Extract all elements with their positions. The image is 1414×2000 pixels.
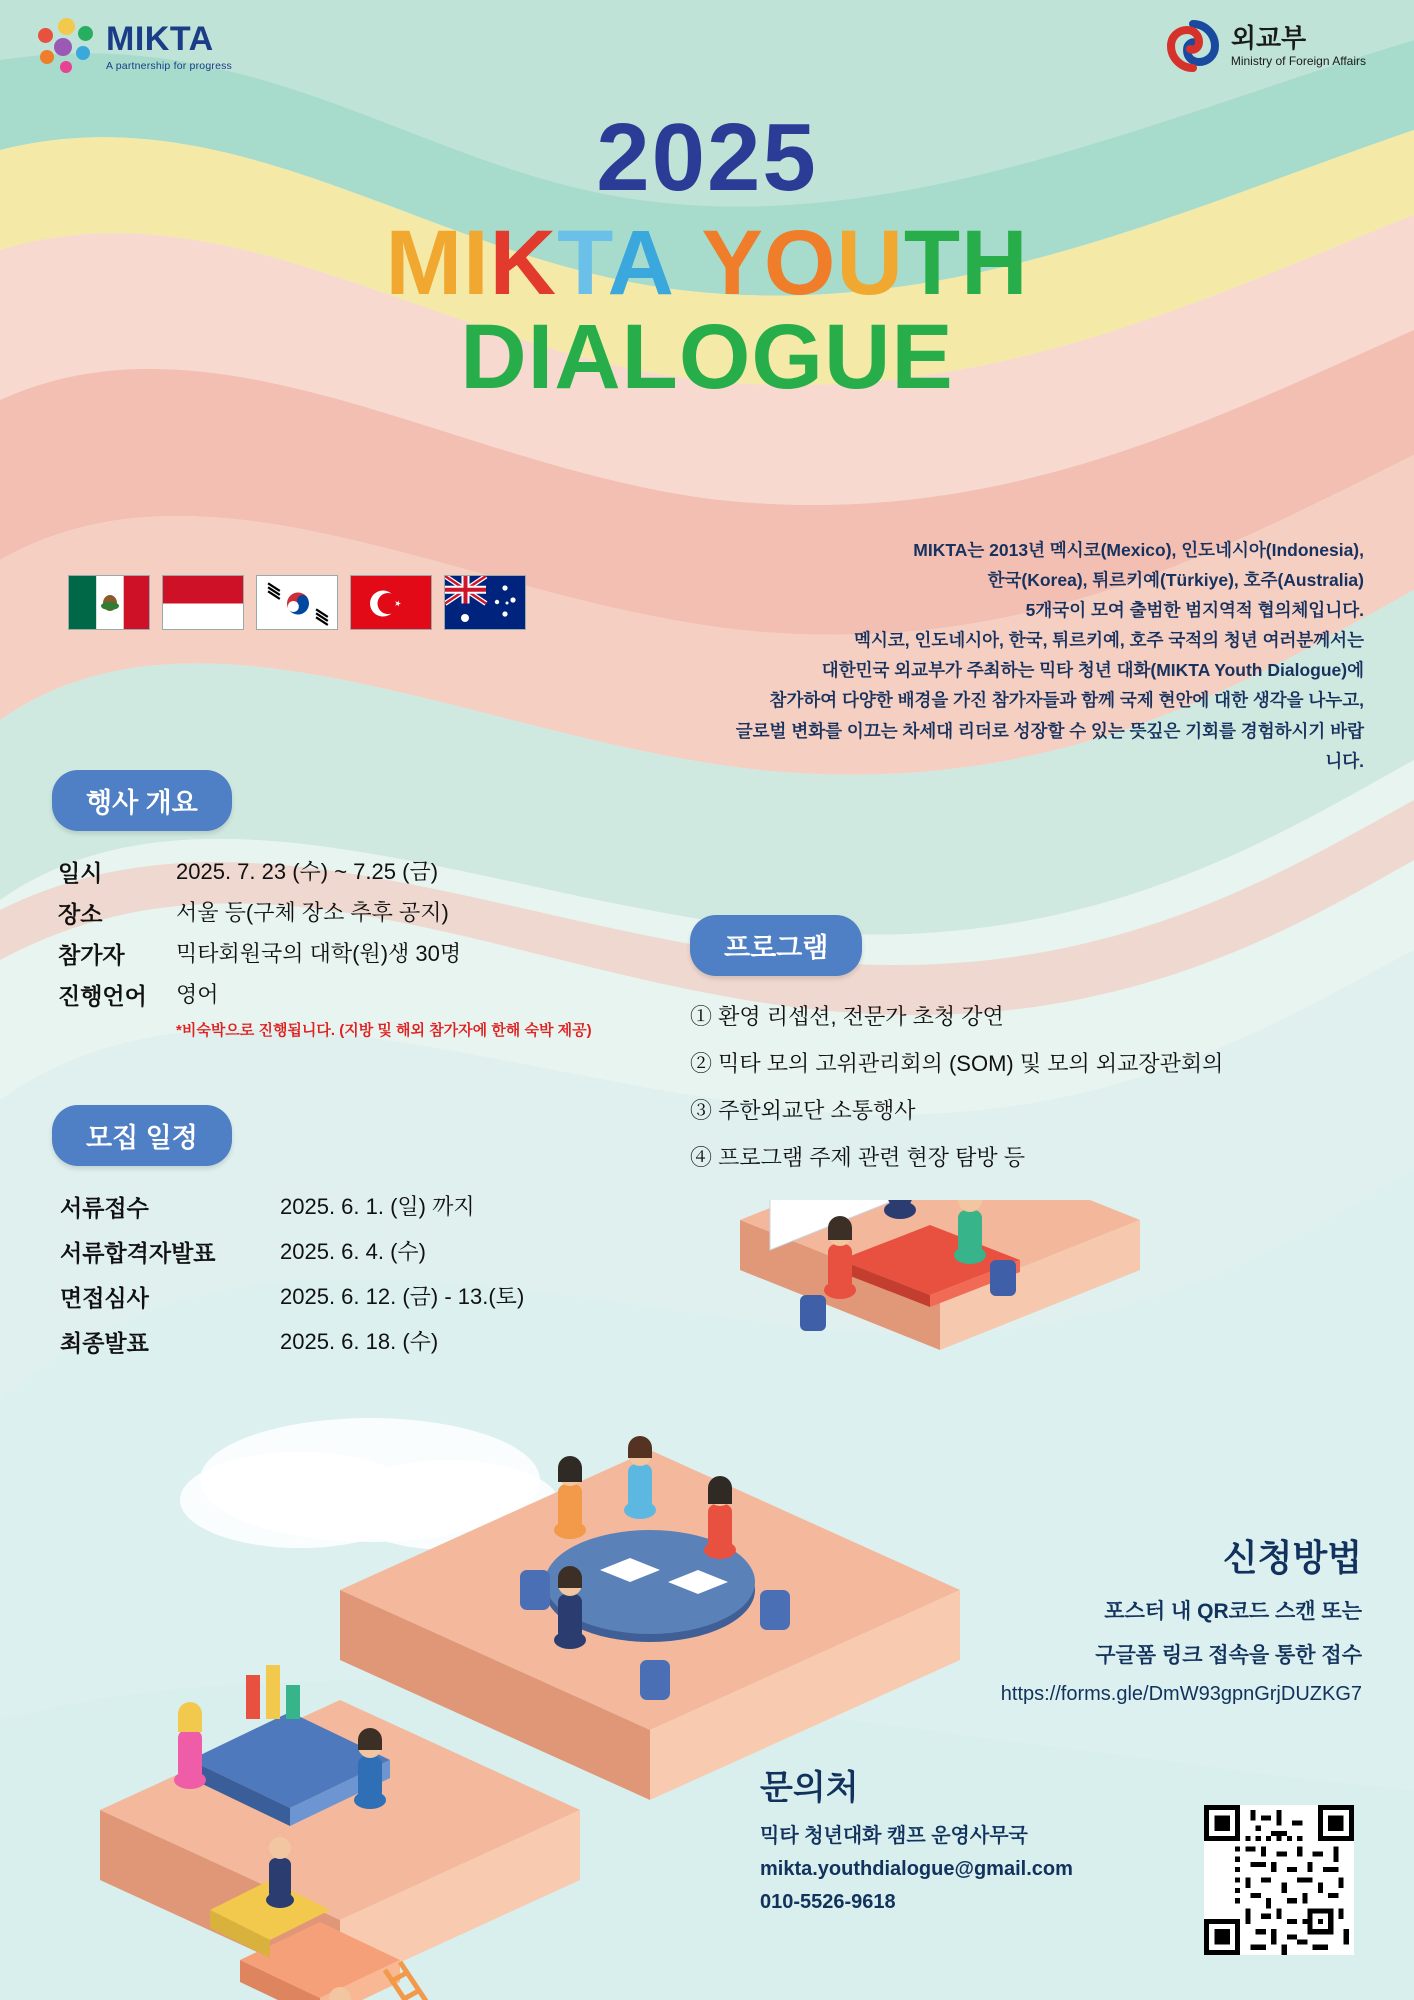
title-letter: K [489,212,558,314]
program-item: ③ 주한외교단 소통행사 [690,1098,916,1123]
overview-value: 영어 [176,982,219,1007]
mikta-dots-icon [38,18,96,76]
recruit-row [60,1235,700,1268]
intro-line: 참가하여 다양한 배경을 가진 참가자들과 함께 국제 현안에 대한 생각을 나누고, [769,690,1364,711]
member-flags [68,575,526,630]
intro-paragraph [724,535,1364,776]
overview-row [58,978,678,1011]
title-letter: T [903,212,962,314]
mikta-logo-tagline: A partnership for progress [106,60,233,72]
contact-email[interactable]: mikta.youthdialogue@gmail.com [760,1858,1073,1880]
title-year: 2025 [596,104,818,211]
recruit-key: 면접심사 [60,1285,149,1311]
mofa-logo [1167,20,1366,72]
section-pill-overview: 행사 개요 [52,770,232,831]
overview-value: 서울 등(구체 장소 추후 공지) [176,900,449,925]
apply-block [842,1530,1362,1706]
overview-value: 믹타회원국의 대학(원)생 30명 [176,941,462,966]
apply-title: 신청방법 [1222,1537,1362,1578]
flag-australia [444,575,526,630]
section-pill-recruit: 모집 일정 [52,1105,232,1166]
program-item: ② 믹타 모의 고위관리회의 (SOM) 및 모의 외교장관회의 [690,1051,1224,1076]
contact-org: 믹타 청년대화 캠프 운영사무국 [760,1825,1028,1847]
intro-line: 5개국이 모여 출범한 범지역적 협의체입니다. [1025,600,1364,621]
mikta-logo-word: MIKTA [106,20,214,58]
recruit-row [60,1280,700,1313]
section-pill-program: 프로그램 [690,915,862,976]
apply-line-2: 구글폼 링크 접속을 통한 접수 [1095,1644,1362,1667]
intro-line: 대한민국 외교부가 주최하는 믹타 청년 대화(MIKTA Youth Dialogue)에 [821,660,1364,681]
recruit-value: 2025. 6. 4. (수) [280,1239,426,1264]
recruit-value: 2025. 6. 12. (금) - 13.(토) [280,1284,525,1309]
contact-block [760,1760,1190,1914]
title-main [0,214,1414,313]
title-letter: Y [701,212,764,314]
flag-indonesia [162,575,244,630]
title-letter [675,212,702,314]
poster-title [0,104,1414,409]
recruit-value: 2025. 6. 1. (일) 까지 [280,1194,475,1219]
title-letter: I [463,212,490,314]
overview-row [58,937,678,970]
overview-key: 참가자 [58,942,125,968]
recruit-value: 2025. 6. 18. (수) [280,1329,439,1354]
recruit-key: 서류접수 [60,1195,149,1221]
title-sub: DIALOGUE [460,306,954,409]
title-letter: M [385,212,464,314]
recruit-row [60,1190,700,1223]
intro-line: MIKTA는 2013년 멕시코(Mexico), 인도네시아(Indonesia), [913,540,1364,560]
title-letter: T [557,212,608,314]
mofa-name-en: Ministry of Foreign Affairs [1230,54,1366,69]
program-item: ④ 프로그램 주제 관련 현장 탐방 등 [690,1145,1025,1170]
intro-line: 글로벌 변화를 이끄는 차세대 리더로 성장할 수 있는 뜻깊은 기회를 경험하시기 바랍니다. [735,720,1364,771]
program-list [690,1000,1370,1188]
qr-code[interactable] [1204,1805,1354,1955]
contact-phone: 010-5526-9618 [760,1891,896,1913]
title-letter: U [836,212,904,314]
recruit-row [60,1325,700,1358]
flag-turkiye [350,575,432,630]
program-item: ① 환영 리셉션, 전문가 초청 강연 [690,1004,1004,1029]
apply-form-url[interactable]: https://forms.gle/DmW93gpnGrjDUZKG7 [1000,1683,1362,1705]
mikta-logo [38,18,232,76]
mofa-name-ko: 외교부 [1230,22,1307,53]
title-letter: A [607,212,675,314]
intro-line: 한국(Korea), 튀르키예(Türkiye), 호주(Australia) [987,570,1364,591]
overview-row [58,896,678,929]
title-letter: H [961,212,1029,314]
flag-mexico [68,575,150,630]
recruit-schedule-table [60,1190,700,1370]
recruit-key: 서류합격자발표 [60,1240,216,1266]
overview-key: 장소 [58,901,103,927]
overview-key: 진행언어 [58,983,147,1009]
contact-title: 문의처 [760,1769,859,1807]
overview-table [58,855,678,1040]
overview-row [58,855,678,888]
flag-korea [256,575,338,630]
overview-note: *비숙박으로 진행됩니다. (지방 및 해외 참가자에 한해 숙박 제공) [176,1022,592,1039]
taegeuk-icon [1167,20,1219,72]
recruit-key: 최종발표 [60,1330,149,1356]
title-letter: O [763,212,837,314]
overview-value: 2025. 7. 23 (수) ~ 7.25 (금) [176,859,439,884]
overview-key: 일시 [58,860,103,886]
apply-line-1: 포스터 내 QR코드 스캔 또는 [1104,1600,1362,1623]
intro-line: 멕시코, 인도네시아, 한국, 튀르키예, 호주 국적의 청년 여러분께서는 [854,630,1364,651]
